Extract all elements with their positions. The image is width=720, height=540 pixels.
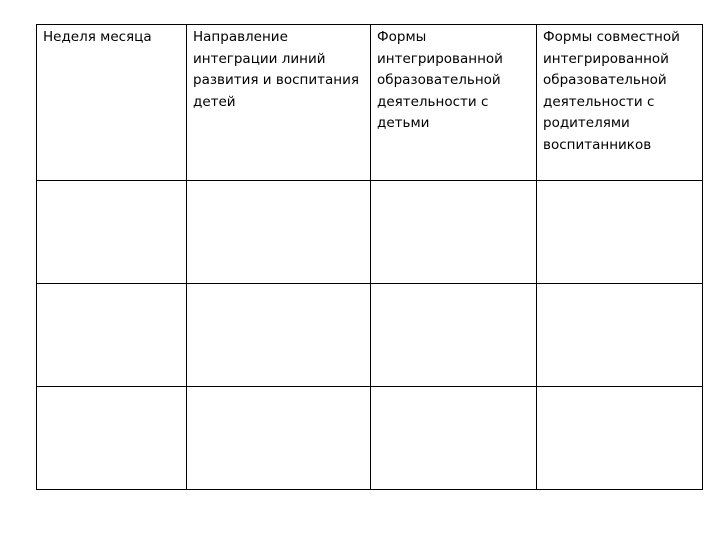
table-cell[interactable] xyxy=(37,284,187,387)
table-row xyxy=(37,284,703,387)
table-cell[interactable] xyxy=(187,387,371,490)
table-cell[interactable] xyxy=(37,387,187,490)
header-week-of-month: Неделя месяца xyxy=(37,25,187,181)
table-cell[interactable] xyxy=(371,181,537,284)
table-cell[interactable] xyxy=(37,181,187,284)
header-integration-direction: Направление интеграции линий развития и воспитания детей xyxy=(187,25,371,181)
header-forms-with-children: Формы интегрированной образовательной деятельности с детьми xyxy=(371,25,537,181)
header-forms-with-parents: Формы совместной интегрированной образовательной деятельности с родителями воспитанников xyxy=(537,25,703,181)
table-row xyxy=(37,387,703,490)
table-cell[interactable] xyxy=(371,284,537,387)
table-cell[interactable] xyxy=(187,284,371,387)
table-cell[interactable] xyxy=(537,284,703,387)
table-cell[interactable] xyxy=(371,387,537,490)
table-cell[interactable] xyxy=(537,387,703,490)
table-cell[interactable] xyxy=(187,181,371,284)
table-cell[interactable] xyxy=(537,181,703,284)
table-header-row xyxy=(37,25,703,181)
planning-table xyxy=(36,24,703,490)
table-row xyxy=(37,181,703,284)
